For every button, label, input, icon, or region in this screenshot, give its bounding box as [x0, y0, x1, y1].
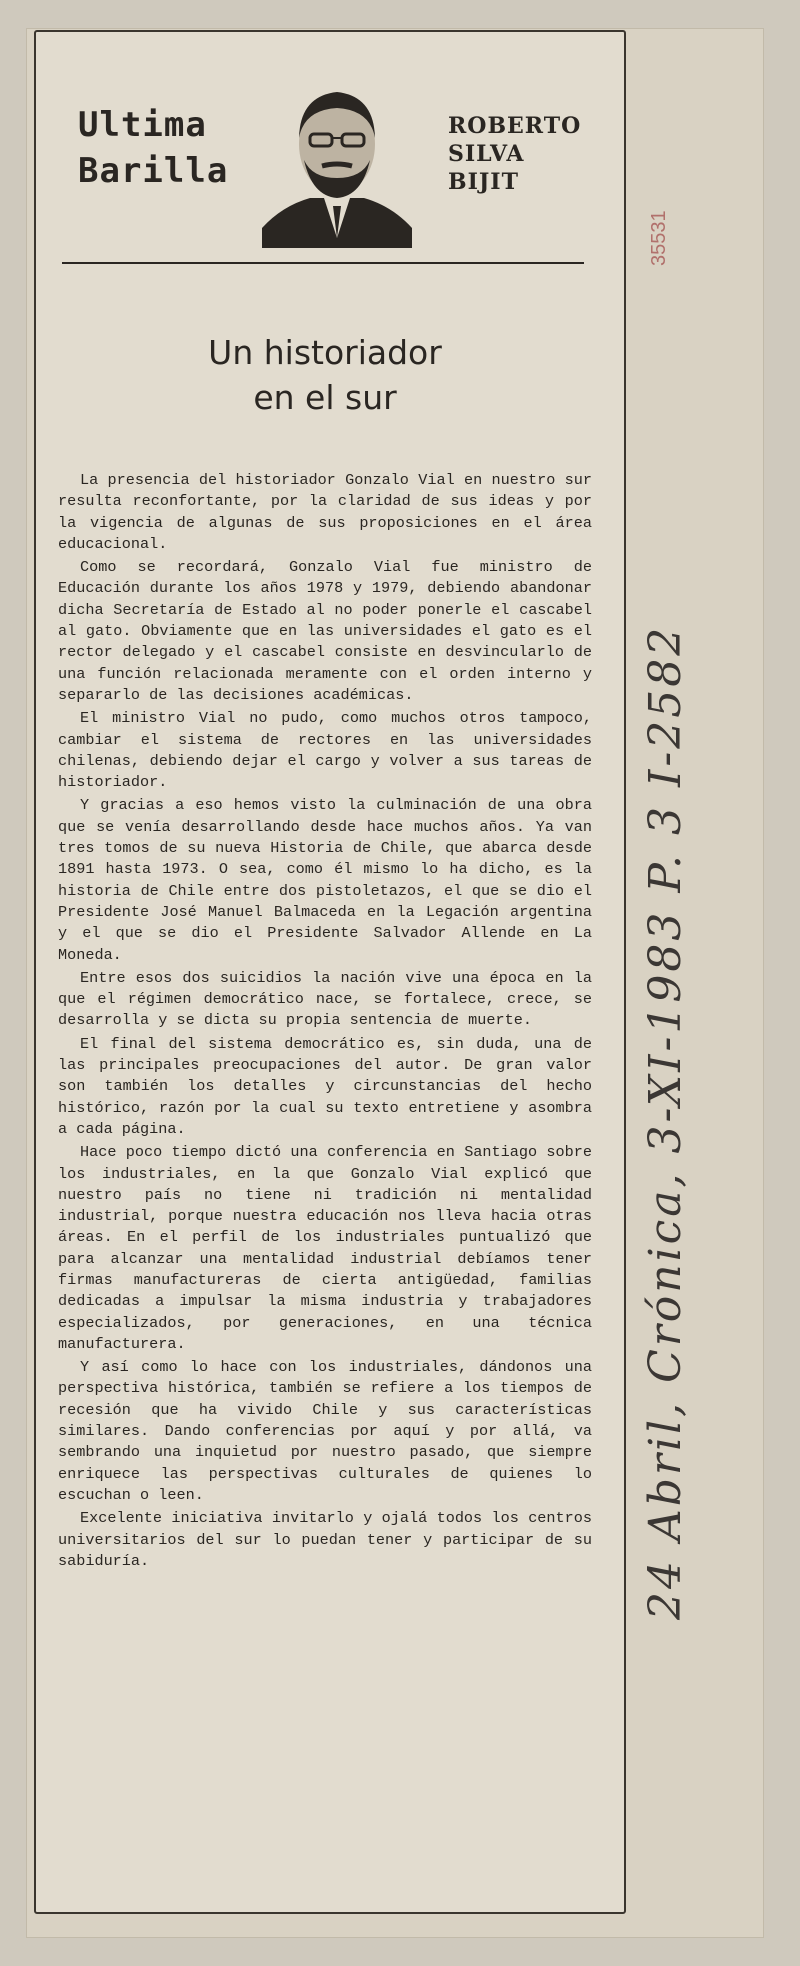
- handwritten-annotation: [624, 620, 724, 1630]
- column-name-line-1: Ultima: [78, 105, 207, 145]
- paragraph: El ministro Vial no pudo, como muchos otros tampoco, cambiar el sistema de rectores en las universidades chilenas, debiendo dejar el cargo y volver a sus tareas de historiador.: [58, 709, 592, 792]
- headline-line-1: Un historiador: [208, 333, 442, 372]
- paragraph: La presencia del historiador Gonzalo Vial en nuestro sur resulta reconfortante, por la claridad de sus ideas y por la vigencia de algunas de sus proposiciones en el área educacional.: [58, 471, 592, 553]
- paragraph: El final del sistema democrático es, sin duda, una de las principales preocupaciones del autor. De gran valor son también los detalles y circunstancias del hecho histórico, razón por la cual su texto entretiene y asombra a cada página.: [58, 1034, 592, 1138]
- author-portrait: [262, 78, 412, 248]
- paragraph: Excelente iniciativa invitarlo y ojalá todos los centros universitarios del sur lo puedan tener y participar de su sabiduría.: [58, 1509, 592, 1570]
- column-name: [78, 102, 228, 194]
- paragraph: Entre esos dos suicidios la nación vive una época en la que el régimen democrático nace, se fortalece, crece, se desarrolla y se dicta su propia sentencia de muerte.: [58, 968, 592, 1030]
- handwritten-note: 24 Abril, Crónica, 3-XI-1983 P. 3 I-2582: [640, 624, 691, 1620]
- author-line-2: SILVA: [448, 141, 525, 167]
- archive-stamp-number: 35531: [648, 210, 670, 266]
- author-name: [448, 112, 608, 196]
- column-name-line-2: Barilla: [78, 151, 229, 191]
- headline-line-2: en el sur: [253, 378, 397, 417]
- paragraph: Como se recordará, Gonzalo Vial fue ministro de Educación durante los años 1978 y 1979, debiendo abandonar dicha Secretaría de Estado al no poder ponerle el cascabel al gato. Obviamente que en las universidades el gato es el rector delegado y el cascabel consiste en desvincularlo de una función relacionada meramente con el orden interno y separarlo de las decisiones académicas.: [58, 558, 592, 704]
- author-line-1: ROBERTO: [448, 113, 582, 139]
- author-line-3: BIJIT: [448, 169, 519, 195]
- archive-stamp: [642, 140, 682, 270]
- article-headline: [100, 330, 550, 420]
- paragraph: Hace poco tiempo dictó una conferencia en Santiago sobre los industriales, en la que Gonzalo Vial explicó que nuestro país no tiene ni tradición ni mentalidad industrial, porque nuestra educación nos lleva hacia otras áreas. En el perfil de los industriales puntualizó que para alcanzar una mentalidad industrial debíamos tener firmas manufactureras de cierta antigüedad, familias dedicadas a impulsar la misma industria y trabajadores especializados, por generaciones, en una técnica manufacturera.: [58, 1143, 592, 1353]
- paragraph: Y gracias a eso hemos visto la culminación de una obra que se venía desarrollando desde hace muchos años. Ya van tres tomos de su nueva Historia de Chile, que abarca desde 1891 hasta 1973. O sea, como él mismo lo ha dicho, es la historia de Chile entre dos pistoletazos, el que se dio el Presidente José Manuel Balmaceda en la Legación argentina y el que se dio el Presidente Salvador Allende en La Moneda.: [58, 796, 592, 964]
- header-rule: [62, 262, 584, 264]
- paragraph: Y así como lo hace con los industriales, dándonos una perspectiva histórica, también se refiere a los tiempos de recesión que ha vivido Chile y sus características similares. Dando conferencias por aquí y por allá, va sembrando una inquietud por nuestro pasado, que siempre enriquece las perspectivas culturales de quienes lo escuchan o leen.: [58, 1358, 592, 1504]
- article-body: [58, 470, 592, 1574]
